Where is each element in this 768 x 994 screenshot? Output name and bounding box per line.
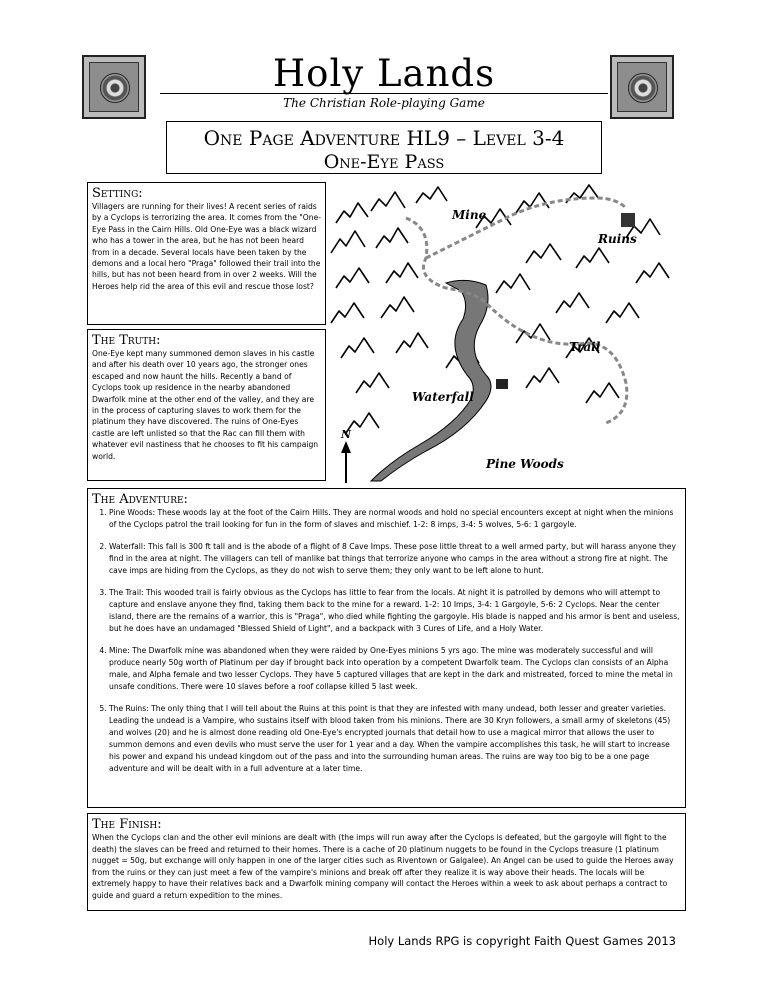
adventure-heading: The Adventure: <box>92 492 188 507</box>
encounter-ruins: 5. The Ruins: The only thing that I will tell about the Ruins at this point is that they are infested with many undead, both lesser and greater varieties. Leading the undead is a Vampire, who sustains itself with blood taken from his minions. There are 30 Kryn followers, a small army of skeletons (45) and wolves (20) and he is almost done reading old One-Eye's encrypted journals that detail how to use a magical mirror that allows the user to summon demons and even devils who must serve the user for 1 year and a day. When the vampire accomplishes this task, he will start to increase his power and expand his undead kingdom out of the pass and into the surrounding human areas. The ruins are way too big to be a one page adventure and will be dealt with in a full adventure at a later time. <box>109 703 681 775</box>
title-rule <box>160 93 608 94</box>
page-title: Holy Lands <box>272 52 496 95</box>
map-label-mine: Mine <box>452 208 487 222</box>
encounter-mine: 4. Mine: The Dwarfolk mine was abandoned when they were raided by One-Eyes minions 5 yrs ago. The mine was moderately successful and will produce nearly 50g worth of Platinum per day if brought back into operation by a competent Dwarfolk team. The Cyclops clan consists of an Alpha male, and Alpha female and two lesser Cyclops. They have 5 captured villages that are kept in the dark and mistreated, forced to mine the metal in unsafe conditions. There were 10 slaves before a roof collapse killed 5 last week. <box>109 645 681 693</box>
finish-heading: The Finish: <box>92 817 162 832</box>
map-label-ruins: Ruins <box>598 232 637 246</box>
map-label-waterfall: Waterfall <box>412 390 474 404</box>
adventure-code: One Page Adventure HL9 – Level 3-4 <box>203 126 565 150</box>
encounter-trail: 3. The Trail: This wooded trail is fairly obvious as the Cyclops has little to fear from the locals. At night it is patrolled by demons who will attempt to capture and enslave anyone they find, taking them back to the mine for a reward. 1-2: 10 Imps, 3-4: 1 Gargoyle, 5-6: 2 Cyclops. Near the center island, there are the remains of a warrior, this is "Praga", who died while fighting the gargoyle. His blade is napped and his armor is bent and useless, but he does have an undamaged "Blessed Shield of Light", and a backpack with 3 Cures of Life, and a Holy Water. <box>109 587 681 635</box>
truth-text: One-Eye kept many summoned demon slaves in his castle and after his death over 10 years ago, the stronger ones escaped and now haunt the hills. Recently a band of Cyclops took up residence in the nearby abandoned Dwarfolk mine at the other end of the valley, and they are in the process of capturing slaves to work them for the platinum they have discovered. The ruins of One-Eyes castle are left unlisted so that the Rac can fill them with whatever evil nastiness that he chooses to fit his campaign world. <box>92 349 319 461</box>
setting-text: Villagers are running for their lives! A recent series of raids by a Cyclops is terrorizing the area. It comes from the "One-Eye Pass in the Cairn Hills. Old One-Eye was a black wizard who has a tower in the area, but he has not been heard from in a decade. Several locals have been taken by the demons and a local hero "Praga" followed their trail into the hills, but has not been heard from in over 2 weeks. Will the Heroes help rid the area of this evil and rescue those lost? <box>92 202 321 291</box>
encounter-waterfall: 2. Waterfall: This fall is 300 ft tall and is the abode of a flight of 8 Cave Imps. These pose little threat to a well armed party, but will harass anyone they find in the area at night. The villagers can tell of manlike bat things that terrorize anyone who camps in the area without a strong fire at night. The cave imps are hiding from the Cyclops, as they do not wish to serve them; they only want to be left alone to hunt. <box>109 541 681 577</box>
setting-section <box>87 182 326 325</box>
finish-section <box>87 813 686 911</box>
map-label-trail: Trail <box>569 340 601 354</box>
encounter-pine-woods: 1. Pine Woods: These woods lay at the foot of the Cairn Hills. They are normal woods and hold no special encounters except at night when the minions of the Cyclops patrol the trail looking for fun in the form of slaves and mischief. 1-2: 8 imps, 3-4: 5 wolves, 5-6: 1 gargoyle. <box>109 507 681 531</box>
finish-text: When the Cyclops clan and the other evil minions are dealt with (the imps will run away after the Cyclops is defeated, but the gargoyle will fight to the death) the slaves can be freed and returned to their homes. There is a cache of 20 platinum nuggets to be found in the Cyclops treasure (1 platinum nugget = 50g, but exchange will only happen in one of the larger cities such as Riventown or Galgalee). An Angel can be used to guide the Heroes away from the ruins or they can just meet a few of the vampire's minions and break off after they realize it is way above their heads. The locals will be extremely happy to have their relatives back and a Dwarfolk mining company will contact the Heroes within a week to ask about perhaps a contract to guide and guard a return expedition to the mines. <box>92 833 674 900</box>
encounter-list <box>92 507 681 775</box>
setting-heading: Setting: <box>92 186 143 201</box>
adventure-name: One-Eye Pass <box>323 151 445 173</box>
adventure-section <box>87 488 686 808</box>
page-subtitle: The Christian Role-playing Game <box>283 96 485 110</box>
area-map <box>326 183 684 483</box>
map-label-pine-woods: Pine Woods <box>486 457 564 471</box>
truth-section <box>87 329 326 481</box>
adventure-title-box <box>166 121 602 174</box>
copyright-notice: Holy Lands RPG is copyright Faith Quest Games 2013 <box>368 934 676 948</box>
truth-heading: The Truth: <box>92 333 161 348</box>
map-label-north: N <box>341 428 352 441</box>
